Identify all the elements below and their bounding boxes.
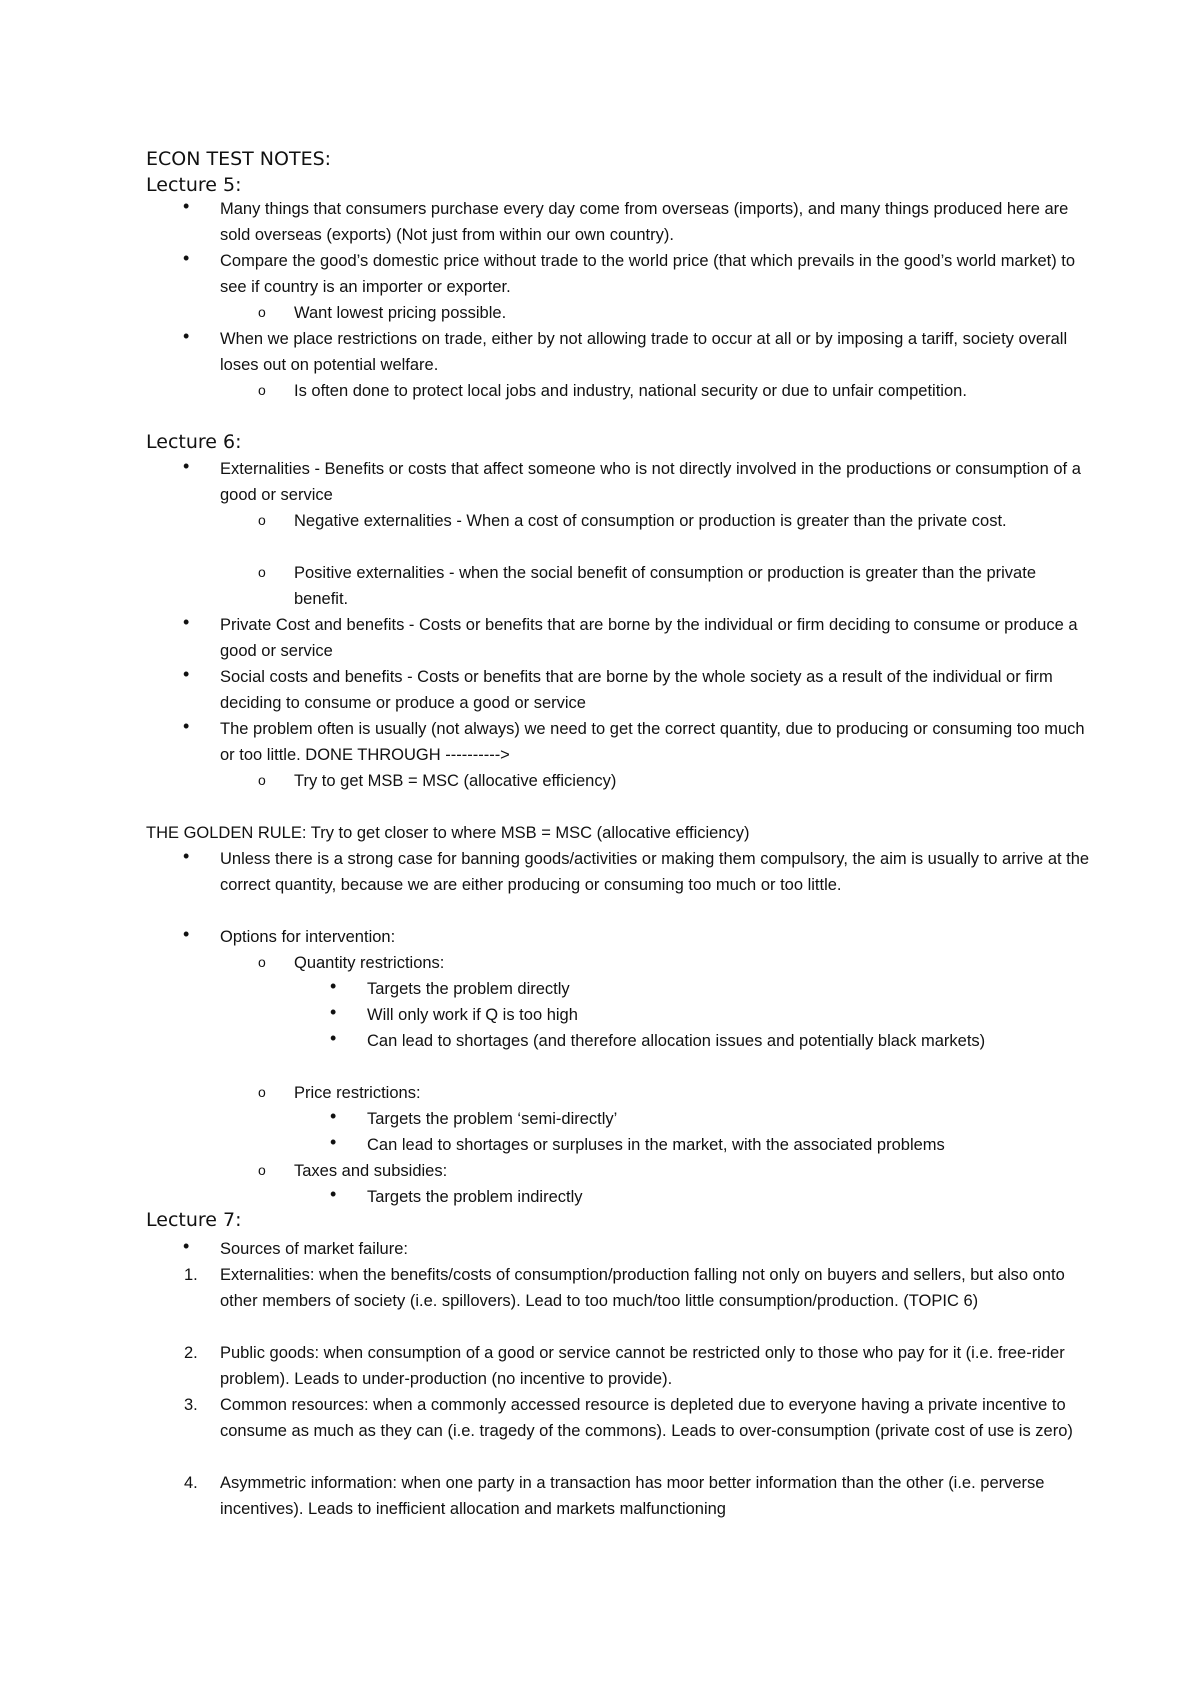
list-item: [183, 1236, 1090, 1262]
golden-rule-text: THE GOLDEN RULE: Try to get closer to where MSB = MSC (allocative efficiency): [146, 824, 750, 842]
list-item: [183, 716, 1090, 768]
list-item-text: Externalities: when the benefits/costs of consumption/production falling not only on buyers and sellers, but also onto other members of society (i.e. spillovers). Lead to too much/too little consumption/production. (TOPIC 6): [220, 1266, 1065, 1310]
list-item-text: Compare the good’s domestic price without trade to the world price (that which prevails in the good’s world market) to see if country is an importer or exporter.: [220, 252, 1076, 296]
list-item: [258, 768, 1044, 794]
list-item-text: Targets the problem indirectly: [367, 1188, 583, 1206]
bullet-icon: •: [183, 326, 190, 346]
list-item: [183, 326, 1090, 378]
bullet-icon: •: [183, 196, 190, 216]
item-number: 1.: [184, 1266, 198, 1284]
bullet-icon: •: [330, 1132, 337, 1152]
list-item: [183, 248, 1090, 300]
lecture-7-heading: Lecture 7:: [146, 1209, 242, 1231]
bullet-icon: •: [330, 1106, 337, 1126]
bullet-icon: •: [330, 1184, 337, 1204]
list-item-text: Is often done to protect local jobs and industry, national security or due to unfair competition.: [294, 382, 967, 400]
circle-bullet-icon: o: [258, 564, 266, 580]
list-item-text: Asymmetric information: when one party in a transaction has moor better information than the other (i.e. perverse incentives). Leads to inefficient allocation and markets malfunctioning: [220, 1474, 1045, 1518]
numbered-item: [184, 1340, 1090, 1392]
list-item-text: Unless there is a strong case for banning goods/activities or making them compulsory, the aim is usually to arrive at the correct quantity, because we are either producing or consuming too much or too little.: [220, 850, 1090, 894]
list-item-text: Want lowest pricing possible.: [294, 304, 507, 322]
list-item-text: Many things that consumers purchase every day come from overseas (imports), and many things produced here are sold overseas (exports) (Not just from within our own country).: [220, 200, 1069, 244]
list-item: [183, 924, 1090, 950]
list-item-text: Externalities - Benefits or costs that affect someone who is not directly involved in the productions or consumption of a good or service: [220, 460, 1081, 504]
list-item: [258, 1080, 1044, 1106]
bullet-icon: •: [183, 248, 190, 268]
bullet-icon: •: [330, 1028, 337, 1048]
circle-bullet-icon: o: [258, 772, 266, 788]
numbered-item: [184, 1262, 1090, 1314]
item-number: 4.: [184, 1474, 198, 1492]
list-item: [330, 1028, 1067, 1054]
list-item: [330, 1002, 1067, 1028]
list-item: [183, 846, 1090, 898]
numbered-item: [184, 1392, 1090, 1444]
item-number: 3.: [184, 1396, 198, 1414]
list-item-text: Private Cost and benefits - Costs or benefits that are borne by the individual or firm deciding to consume or produce a good or service: [220, 616, 1078, 660]
list-item-text: Options for intervention:: [220, 928, 396, 946]
list-item-text: The problem often is usually (not always) we need to get the correct quantity, due to producing or consuming too much or too little. DONE THROUGH ---------->: [220, 720, 1085, 764]
list-item-text: Negative externalities - When a cost of consumption or production is greater than the private cost.: [294, 512, 1007, 530]
list-item-text: Targets the problem ‘semi-directly’: [367, 1110, 618, 1128]
list-item: [183, 612, 1090, 664]
list-item: [330, 976, 1067, 1002]
circle-bullet-icon: o: [258, 1162, 266, 1178]
bullet-icon: •: [183, 924, 190, 944]
list-item-text: Sources of market failure:: [220, 1240, 408, 1258]
document-title: ECON TEST NOTES:: [146, 148, 332, 170]
list-item-text: Will only work if Q is too high: [367, 1006, 578, 1024]
list-item-text: Public goods: when consumption of a good or service cannot be restricted only to those who pay for it (i.e. free-rider problem). Leads to under-production (no incentive to provide).: [220, 1344, 1065, 1388]
bullet-icon: •: [183, 664, 190, 684]
list-item-text: When we place restrictions on trade, either by not allowing trade to occur at all or by imposing a tariff, society overall loses out on potential welfare.: [220, 330, 1068, 374]
circle-bullet-icon: o: [258, 512, 266, 528]
list-item: [258, 1158, 1044, 1184]
lecture-6-heading: Lecture 6:: [146, 431, 242, 453]
list-item-text: Positive externalities - when the social benefit of consumption or production is greater than the private benefit.: [294, 564, 1036, 608]
list-item-text: Price restrictions:: [294, 1084, 421, 1102]
list-item: [258, 950, 1044, 976]
list-item: [183, 456, 1090, 508]
lecture-5-heading: Lecture 5:: [146, 174, 242, 196]
list-item-text: Targets the problem directly: [367, 980, 570, 998]
circle-bullet-icon: o: [258, 382, 266, 398]
bullet-icon: •: [183, 846, 190, 866]
bullet-icon: •: [330, 1002, 337, 1022]
list-item: [258, 300, 1044, 326]
list-item: [258, 378, 1044, 404]
list-item-text: Can lead to shortages (and therefore allocation issues and potentially black markets): [367, 1032, 986, 1050]
list-item-text: Try to get MSB = MSC (allocative efficiency): [294, 772, 617, 790]
list-item-text: Can lead to shortages or surpluses in the market, with the associated problems: [367, 1136, 945, 1154]
list-item: [258, 560, 1044, 612]
item-number: 2.: [184, 1344, 198, 1362]
list-item-text: Quantity restrictions:: [294, 954, 445, 972]
list-item: [183, 664, 1090, 716]
bullet-icon: •: [183, 1236, 190, 1256]
list-item: [330, 1132, 1067, 1158]
list-item: [258, 508, 1044, 534]
list-item-text: Social costs and benefits - Costs or benefits that are borne by the whole society as a result of the individual or firm deciding to consume or produce a good or service: [220, 668, 1053, 712]
bullet-icon: •: [183, 716, 190, 736]
list-item-text: Taxes and subsidies:: [294, 1162, 448, 1180]
numbered-item: [184, 1470, 1090, 1522]
circle-bullet-icon: o: [258, 304, 266, 320]
bullet-icon: •: [330, 976, 337, 996]
bullet-icon: •: [183, 612, 190, 632]
list-item: [330, 1106, 1067, 1132]
list-item: [183, 196, 1090, 248]
list-item: [330, 1184, 1067, 1210]
circle-bullet-icon: o: [258, 1084, 266, 1100]
bullet-icon: •: [183, 456, 190, 476]
list-item-text: Common resources: when a commonly accessed resource is depleted due to everyone having a private incentive to consume as much as they can (i.e. tragedy of the commons). Leads to over-consumption (private cost of use is zero): [220, 1396, 1073, 1440]
circle-bullet-icon: o: [258, 954, 266, 970]
